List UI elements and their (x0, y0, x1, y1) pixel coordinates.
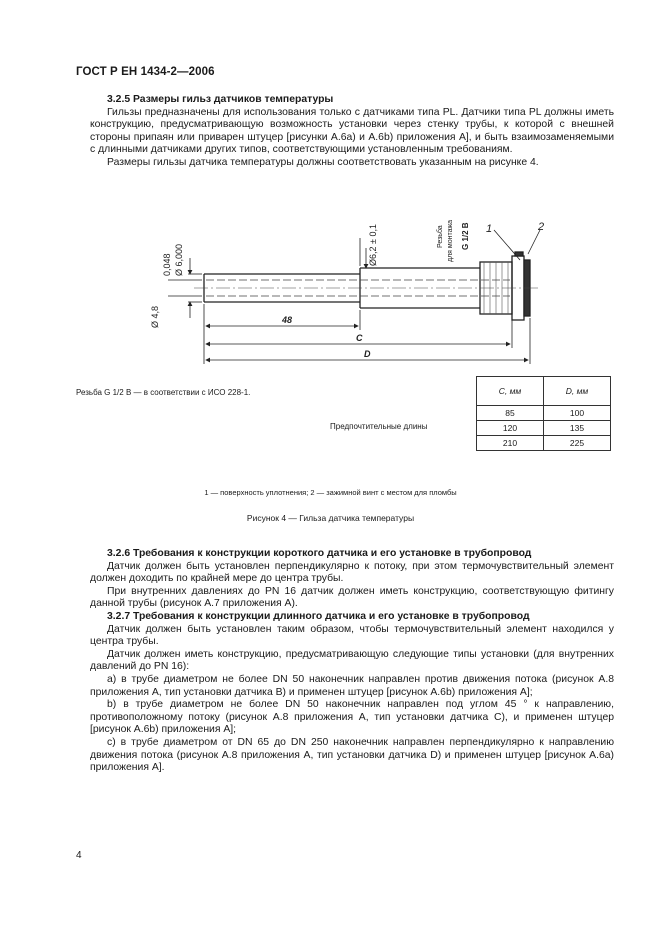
table-cell: 225 (544, 436, 611, 451)
dim-body-diameter: Ø6,2 ± 0,1 (368, 224, 378, 266)
list-item: b) в трубе диаметром не более DN 50 наконечник направлен под углом 45 ° к направлению, противоположному потоку (рисунок А.8 приложения А, тип установки датчика C), и применен штуцер [рисунок А.6b) приложения А]; (90, 699, 614, 736)
figure-caption: Рисунок 4 — Гильза датчика температуры (246, 513, 415, 523)
list-item: а) в трубе диаметром не более DN 50 наконечник направлен против движения потока (рисунок А.8 приложения А, тип установки датчика B) и применен штуцер [рисунок А.6b) приложения А]; (90, 673, 614, 698)
table-cell: 85 (477, 406, 544, 421)
dim-d-label: D (364, 349, 371, 359)
thread-label: для монтажа (447, 219, 454, 262)
column-header: D, мм (544, 377, 611, 406)
dim-bore-lower: Ø 6,000 (174, 243, 184, 276)
section-3-2-5 (90, 94, 614, 170)
preferred-lengths-label: Предпочтительные длины (330, 422, 428, 431)
section-heading: 3.2.6 Требования к конструкции короткого датчика и его установке в трубопровод (107, 548, 532, 559)
table-row (477, 421, 611, 436)
table-cell: 100 (544, 406, 611, 421)
list-item: с) в трубе диаметром от DN 65 до DN 250 наконечник направлен перпендикулярно к направлению движения потока (рисунок А.8 приложения А, тип установки датчика D) и применен штуцер [рисунок А.6а) приложения А]. (90, 736, 614, 774)
table-header-row (477, 377, 611, 406)
figure-legend: 1 — поверхность уплотнения; 2 — зажимной винт с местом для пломбы (204, 488, 457, 497)
thread-note: Резьба G 1/2 B — в соответствии с ИСО 228-1. (76, 388, 251, 397)
page-number: 4 (76, 850, 82, 861)
paragraph: Размеры гильзы датчика температуры должны соответствовать указанным на рисунке 4. (107, 156, 539, 168)
section-heading: 3.2.7 Требования к конструкции длинного датчика и его установке в трубопровод (107, 610, 530, 622)
sensor-pocket-drawing (140, 188, 560, 372)
callout-1: 1 (486, 223, 493, 235)
table-row (477, 436, 611, 451)
paragraph: При внутренних давлениях до PN 16 датчик должен иметь конструкцию, соответствующую фитингу данной трубы (рисунок А.7 приложения А). (90, 585, 614, 610)
paragraph: Гильзы предназначены для использования только с датчиками типа PL. Датчики типа PL должны иметь конструкцию, предусматривающую возможность установки через стенку трубы, к которой с внешней стороны припаян или приварен штуцер [рисунки А.6а) и А.6b) приложения А], и быть взаимозаменяемыми с длинными датчиками других типов, соответствующими установленным требованиям. (90, 106, 614, 156)
dim-c-label: C (356, 333, 363, 343)
thread-label: G 1/2 B (461, 222, 470, 250)
paragraph: Датчик должен иметь конструкцию, предусматривающую следующие типы установки (для внутренних давлений до PN 16): (90, 648, 614, 673)
dim-48-label: 48 (282, 315, 293, 325)
thread-label: Резьба (437, 225, 444, 248)
preferred-lengths-table (476, 376, 611, 451)
paragraph: Датчик должен быть установлен перпендикулярно к потоку, при этом термочувствительный элемент должен доходить по крайней мере до центра трубы. (90, 560, 614, 585)
section-3-2-6-and-3-2-7 (90, 548, 614, 775)
paragraph: Датчик должен быть установлен таким образом, чтобы термочувствительный элемент находился у центра трубы. (90, 623, 614, 648)
table-cell: 120 (477, 421, 544, 436)
table-cell: 135 (544, 421, 611, 436)
table-cell: 210 (477, 436, 544, 451)
section-heading: 3.2.5 Размеры гильз датчиков температуры (107, 94, 334, 105)
column-header: C, мм (477, 377, 544, 406)
callout-2: 2 (538, 221, 545, 233)
table-row (477, 406, 611, 421)
standard-header: ГОСТ Р ЕН 1434-2—2006 (76, 66, 215, 78)
dim-tip-diameter: Ø 4,8 (150, 305, 160, 328)
dim-bore-upper: 0,048 (162, 253, 172, 276)
